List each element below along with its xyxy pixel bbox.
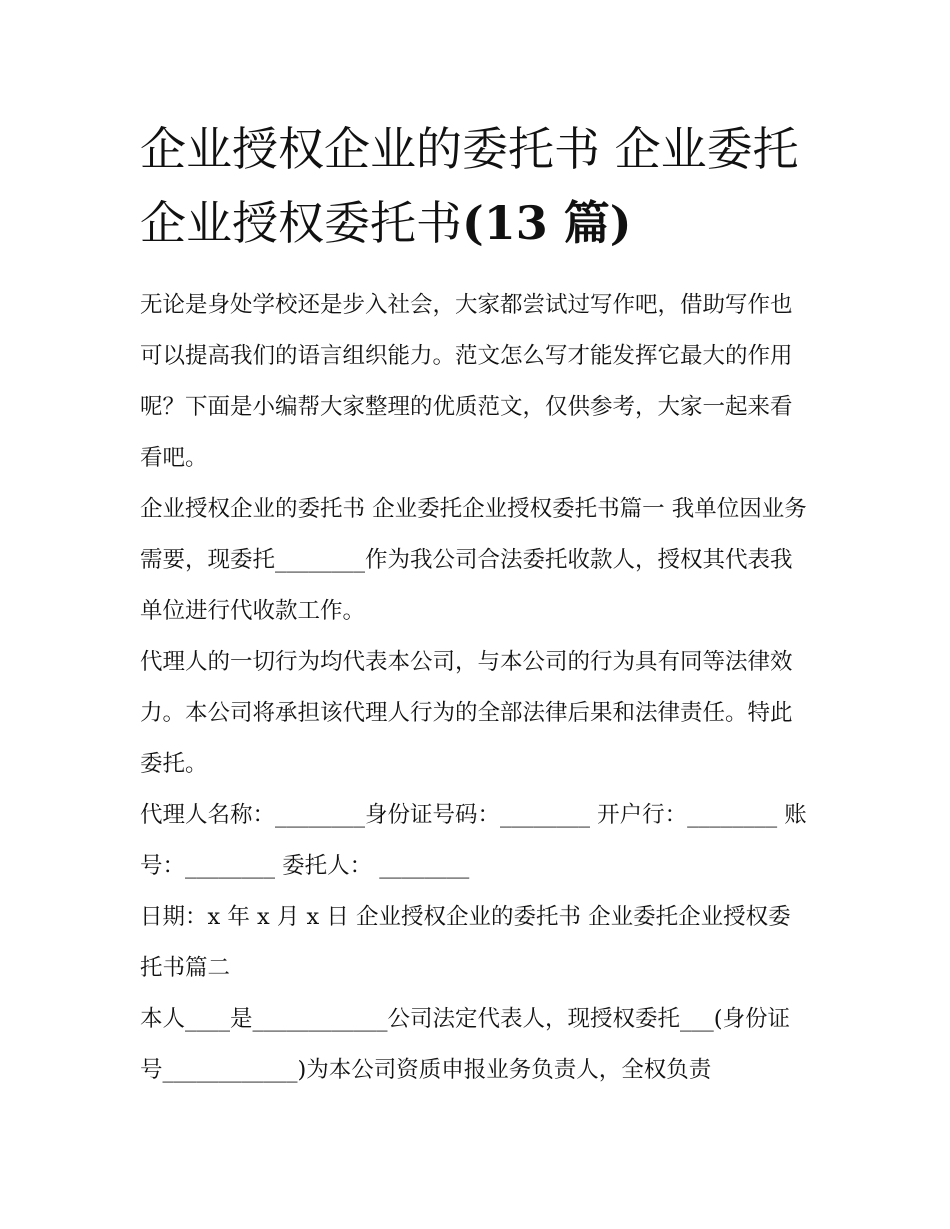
date-paragraph: 日期：x 年 x 月 x 日 企业授权企业的委托书 企业委托企业授权委托书篇二 <box>140 904 791 981</box>
title-count: (13 篇) <box>462 196 632 250</box>
section-one-paragraph: 企业授权企业的委托书 企业委托企业授权委托书篇一 我单位因业务需要，现委托________作为我公司合法委托收款人，授权其代表我单位进行代收款工作。 <box>140 496 807 624</box>
document-body <box>140 112 812 1096</box>
title-text: 企业授权企业的委托书 企业委托企业授权委托书 <box>140 122 799 250</box>
section-two-paragraph: 本人____是____________公司法定代表人，现授权委托___(身份证号____________)为本公司资质申报业务负责人，全权负责 <box>140 1006 791 1083</box>
legal-effect-paragraph: 代理人的一切行为均代表本公司，与本公司的行为具有同等法律效力。本公司将承担该代理人行为的全部法律后果和法律责任。特此委托。 <box>140 649 793 777</box>
agent-info-paragraph: 代理人名称：________身份证号码：________ 开户行：________ 账号：________ 委托人： ________ <box>140 802 807 879</box>
document-title <box>140 112 812 260</box>
intro-paragraph: 无论是身处学校还是步入社会，大家都尝试过写作吧，借助写作也可以提高我们的语言组织能力。范文怎么写才能发挥它最大的作用呢？下面是小编帮大家整理的优质范文，仅供参考，大家一起来看看吧。 <box>140 292 793 471</box>
